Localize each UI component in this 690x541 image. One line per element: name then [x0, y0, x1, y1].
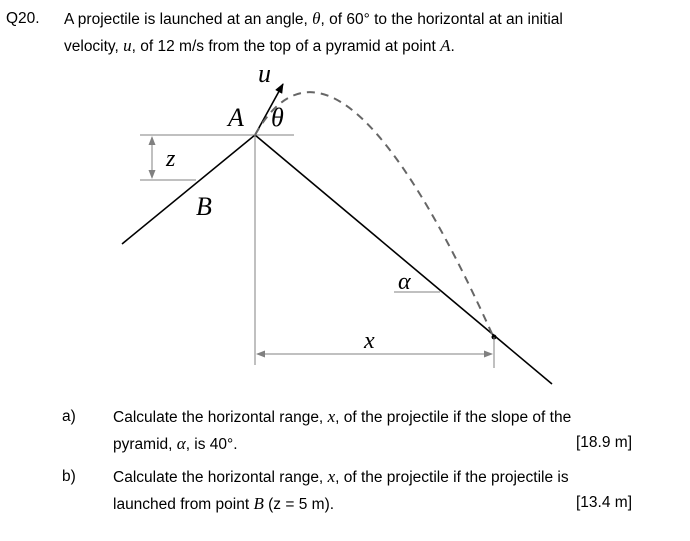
theta-symbol: θ — [312, 9, 321, 28]
question-text-3: velocity, — [64, 38, 124, 55]
part-a-answer: [18.9 m] — [576, 434, 632, 451]
trajectory-path — [255, 92, 493, 336]
question-text-4: , of 12 m/s from the top of a pyramid at point — [131, 38, 441, 55]
part-a-alpha-symbol: α — [176, 434, 186, 453]
pyramid-left-slope — [122, 135, 255, 244]
part-a-text-3: pyramid, — [113, 436, 177, 453]
part-a-text-2: , of the projectile if the slope of the — [335, 409, 572, 426]
part-b-text-3: launched from point — [113, 496, 254, 513]
label-b: B — [196, 192, 212, 221]
a-symbol: A — [440, 36, 451, 55]
label-z: z — [166, 146, 176, 172]
label-u: u — [258, 59, 271, 88]
question-text-5: . — [450, 38, 455, 55]
label-theta: θ — [271, 103, 284, 132]
part-b-text-1: Calculate the horizontal range, — [113, 469, 328, 486]
question-text-2: , of 60° to the horizontal at an initial — [320, 11, 563, 28]
label-alpha: α — [398, 269, 411, 295]
part-b-text-2: , of the projectile if the projectile is — [335, 469, 569, 486]
question-number: Q20. — [6, 10, 40, 27]
label-x: x — [364, 328, 375, 354]
part-a-label: a) — [62, 408, 76, 425]
part-a-x-symbol: x — [327, 407, 336, 426]
part-a-text — [113, 404, 633, 458]
question-text-1: A projectile is launched at an angle, — [64, 11, 313, 28]
pyramid-right-slope — [255, 135, 552, 384]
part-a-text-4: , is 40°. — [185, 436, 238, 453]
part-b-b-symbol: B — [253, 494, 264, 513]
part-b-text — [113, 464, 633, 518]
part-b-x-symbol: x — [327, 467, 336, 486]
part-b-text-4: (z = 5 m). — [263, 496, 335, 513]
part-b-answer: [13.4 m] — [576, 494, 632, 511]
label-a: A — [228, 103, 244, 132]
part-b-label: b) — [62, 468, 76, 485]
u-symbol: u — [123, 36, 132, 55]
part-a-text-1: Calculate the horizontal range, — [113, 409, 328, 426]
